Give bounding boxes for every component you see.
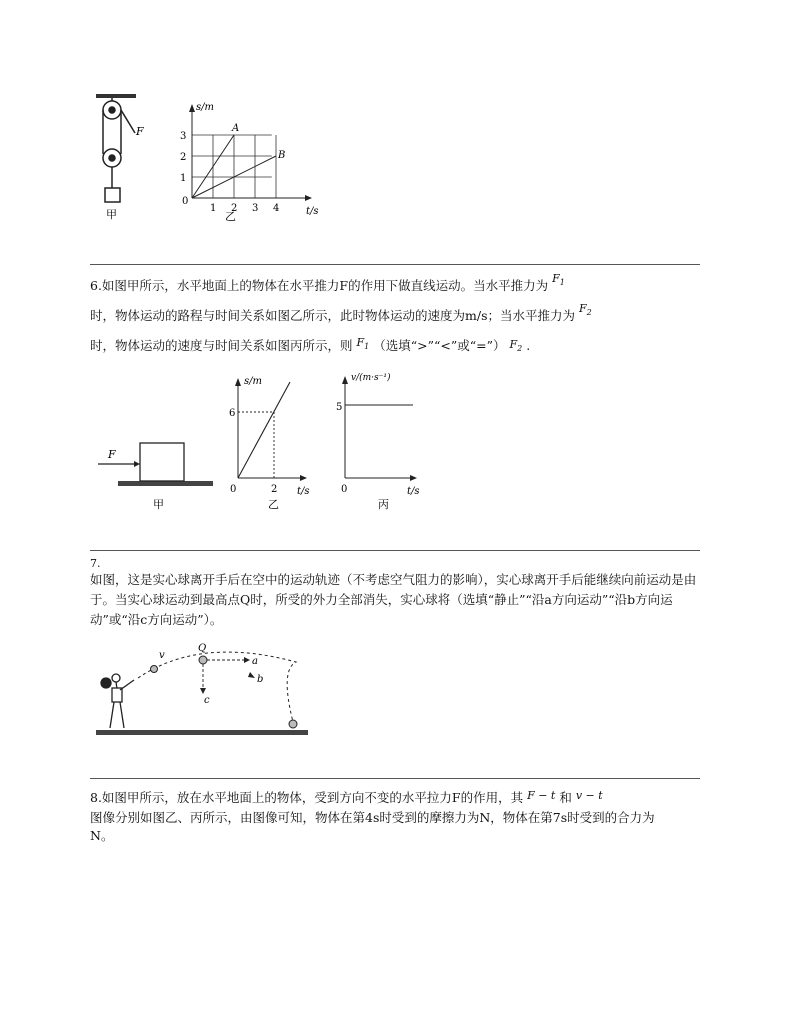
q6-st-x-label: t/s	[297, 486, 310, 497]
y-tick-label: 1	[180, 173, 187, 184]
label-a: a	[252, 656, 258, 667]
arrow-c-head	[200, 688, 206, 694]
q6-st-y-label: s/m	[244, 376, 262, 387]
trajectory	[138, 652, 296, 722]
q7-text: 如图，这是实心球离开手后在空中的运动轨迹（不考虑空气阻力的影响），实心球离开手后能继续向前运动是由于。当实心球运动到最高点Q时，所受的外力全部消失，实心球将（选填“静止”“沿a方向运动”“沿b方向运动”或“沿c方向运动”）。	[90, 572, 697, 627]
arrow-b-head	[248, 672, 255, 678]
x-tick-label: 1	[210, 203, 217, 214]
label-b: b	[257, 674, 264, 685]
block-force-label: F	[108, 448, 116, 461]
separator-rule-2	[90, 550, 700, 551]
q6-st-x-value: 2	[271, 484, 278, 495]
x-axis-label: t/s	[306, 206, 319, 217]
top-figure	[90, 88, 330, 228]
q8-ft: F − t	[527, 789, 556, 802]
st-graph-caption: 乙	[225, 210, 236, 223]
ball-top	[199, 656, 207, 664]
q6-text-2: 时，物体运动的路程与时间关系如图乙所示，此时物体运动的速度为m/s；当水平推力为	[90, 308, 575, 323]
q6-vt-x-arrow	[410, 475, 417, 481]
separator-rule	[90, 264, 700, 265]
y-tick-label: 3	[180, 131, 187, 142]
q6-text-1: 6.如图甲所示，水平地面上的物体在水平推力F的作用下做直线运动。当水平推力为	[90, 278, 549, 293]
q6-text-3b: （选填“>”“<”或“=”）	[373, 338, 506, 353]
q8-line-2: 图像分别如图乙、丙所示，由图像可知，物体在第4s时受到的摩擦力为N，物体在第7s时受到的合力为	[90, 810, 655, 825]
f2-sym-2: F	[509, 338, 518, 351]
label-v: v	[159, 650, 165, 661]
q8-and: 和	[559, 790, 572, 805]
ground	[118, 481, 213, 486]
q8-vt: v − t	[575, 789, 603, 802]
st-graph	[180, 102, 319, 223]
arrow-a-head	[244, 657, 250, 663]
f2-sub: 2	[586, 308, 592, 317]
pulley-caption: 甲	[106, 208, 117, 221]
q7-ground	[96, 730, 308, 735]
block	[140, 443, 184, 481]
separator-rule-3	[90, 778, 700, 779]
f1-sub-2: 1	[364, 342, 370, 351]
x-tick-label: 3	[252, 203, 259, 214]
y-axis-arrow	[189, 104, 195, 112]
label-q: Q	[198, 643, 207, 654]
q6-text-3a: 时，物体运动的速度与时间关系如图丙所示，则	[90, 338, 353, 353]
q6-st-x-arrow	[300, 475, 307, 481]
athlete	[101, 674, 134, 728]
q6-vt-y-label: v/(m·s⁻¹)	[351, 373, 391, 383]
block-diagram	[98, 443, 213, 511]
q8-line-1	[90, 790, 603, 807]
label-c: c	[204, 695, 210, 706]
q7-figure	[92, 640, 422, 740]
q6-st-caption: 乙	[268, 498, 279, 511]
q6-vt-y-arrow	[342, 376, 348, 384]
f1-sub: 1	[559, 278, 565, 287]
ball-end	[289, 720, 297, 728]
f1-symbol-2	[357, 336, 370, 349]
f2-sym: F	[578, 302, 587, 315]
q6-text-3-end: .	[526, 338, 531, 353]
q6-vt-caption: 丙	[378, 498, 389, 511]
q6-st-y-arrow	[235, 378, 241, 386]
series-label-b: B	[278, 150, 286, 161]
q7-number: 7.	[90, 557, 101, 570]
q6-vt-x-label: t/s	[407, 486, 420, 497]
q8-line-3: N。	[90, 828, 114, 843]
ceiling	[96, 94, 136, 98]
f2-sub-2: 2	[517, 344, 523, 353]
q6-figure	[90, 368, 430, 518]
q6-st-graph	[229, 376, 310, 511]
f1-symbol	[552, 272, 565, 285]
q6-line-1	[90, 272, 565, 299]
origin-label: 0	[182, 196, 189, 207]
y-tick-label: 2	[180, 152, 187, 163]
q6-st-y-value: 6	[229, 408, 236, 419]
series-label-a: A	[232, 123, 240, 134]
x-axis-arrow	[305, 195, 312, 201]
q6-vt-origin: 0	[341, 484, 348, 495]
force-arrowhead	[134, 461, 140, 467]
pulley-force-label: F	[136, 125, 144, 138]
q6-line-2	[90, 302, 592, 329]
q8-text-1: 8.如图甲所示，放在水平地面上的物体，受到方向不变的水平拉力F的作用，其	[90, 790, 524, 805]
y-axis-label: s/m	[196, 102, 214, 113]
x-tick-label: 2	[231, 203, 238, 214]
ball-start	[151, 666, 158, 673]
q6-st-line	[238, 382, 290, 478]
block-caption: 甲	[153, 498, 164, 511]
f1-sym: F	[552, 272, 560, 285]
q6-st-origin: 0	[230, 484, 237, 495]
f1-sym-2: F	[356, 336, 365, 349]
f2-symbol	[579, 302, 592, 315]
q6-vt-y-value: 5	[336, 402, 343, 413]
q6-line-3	[90, 338, 530, 359]
x-tick-label: 4	[273, 203, 280, 214]
q6-vt-graph	[336, 372, 420, 511]
pulley-system	[103, 98, 135, 202]
f2-symbol-2	[509, 338, 522, 351]
